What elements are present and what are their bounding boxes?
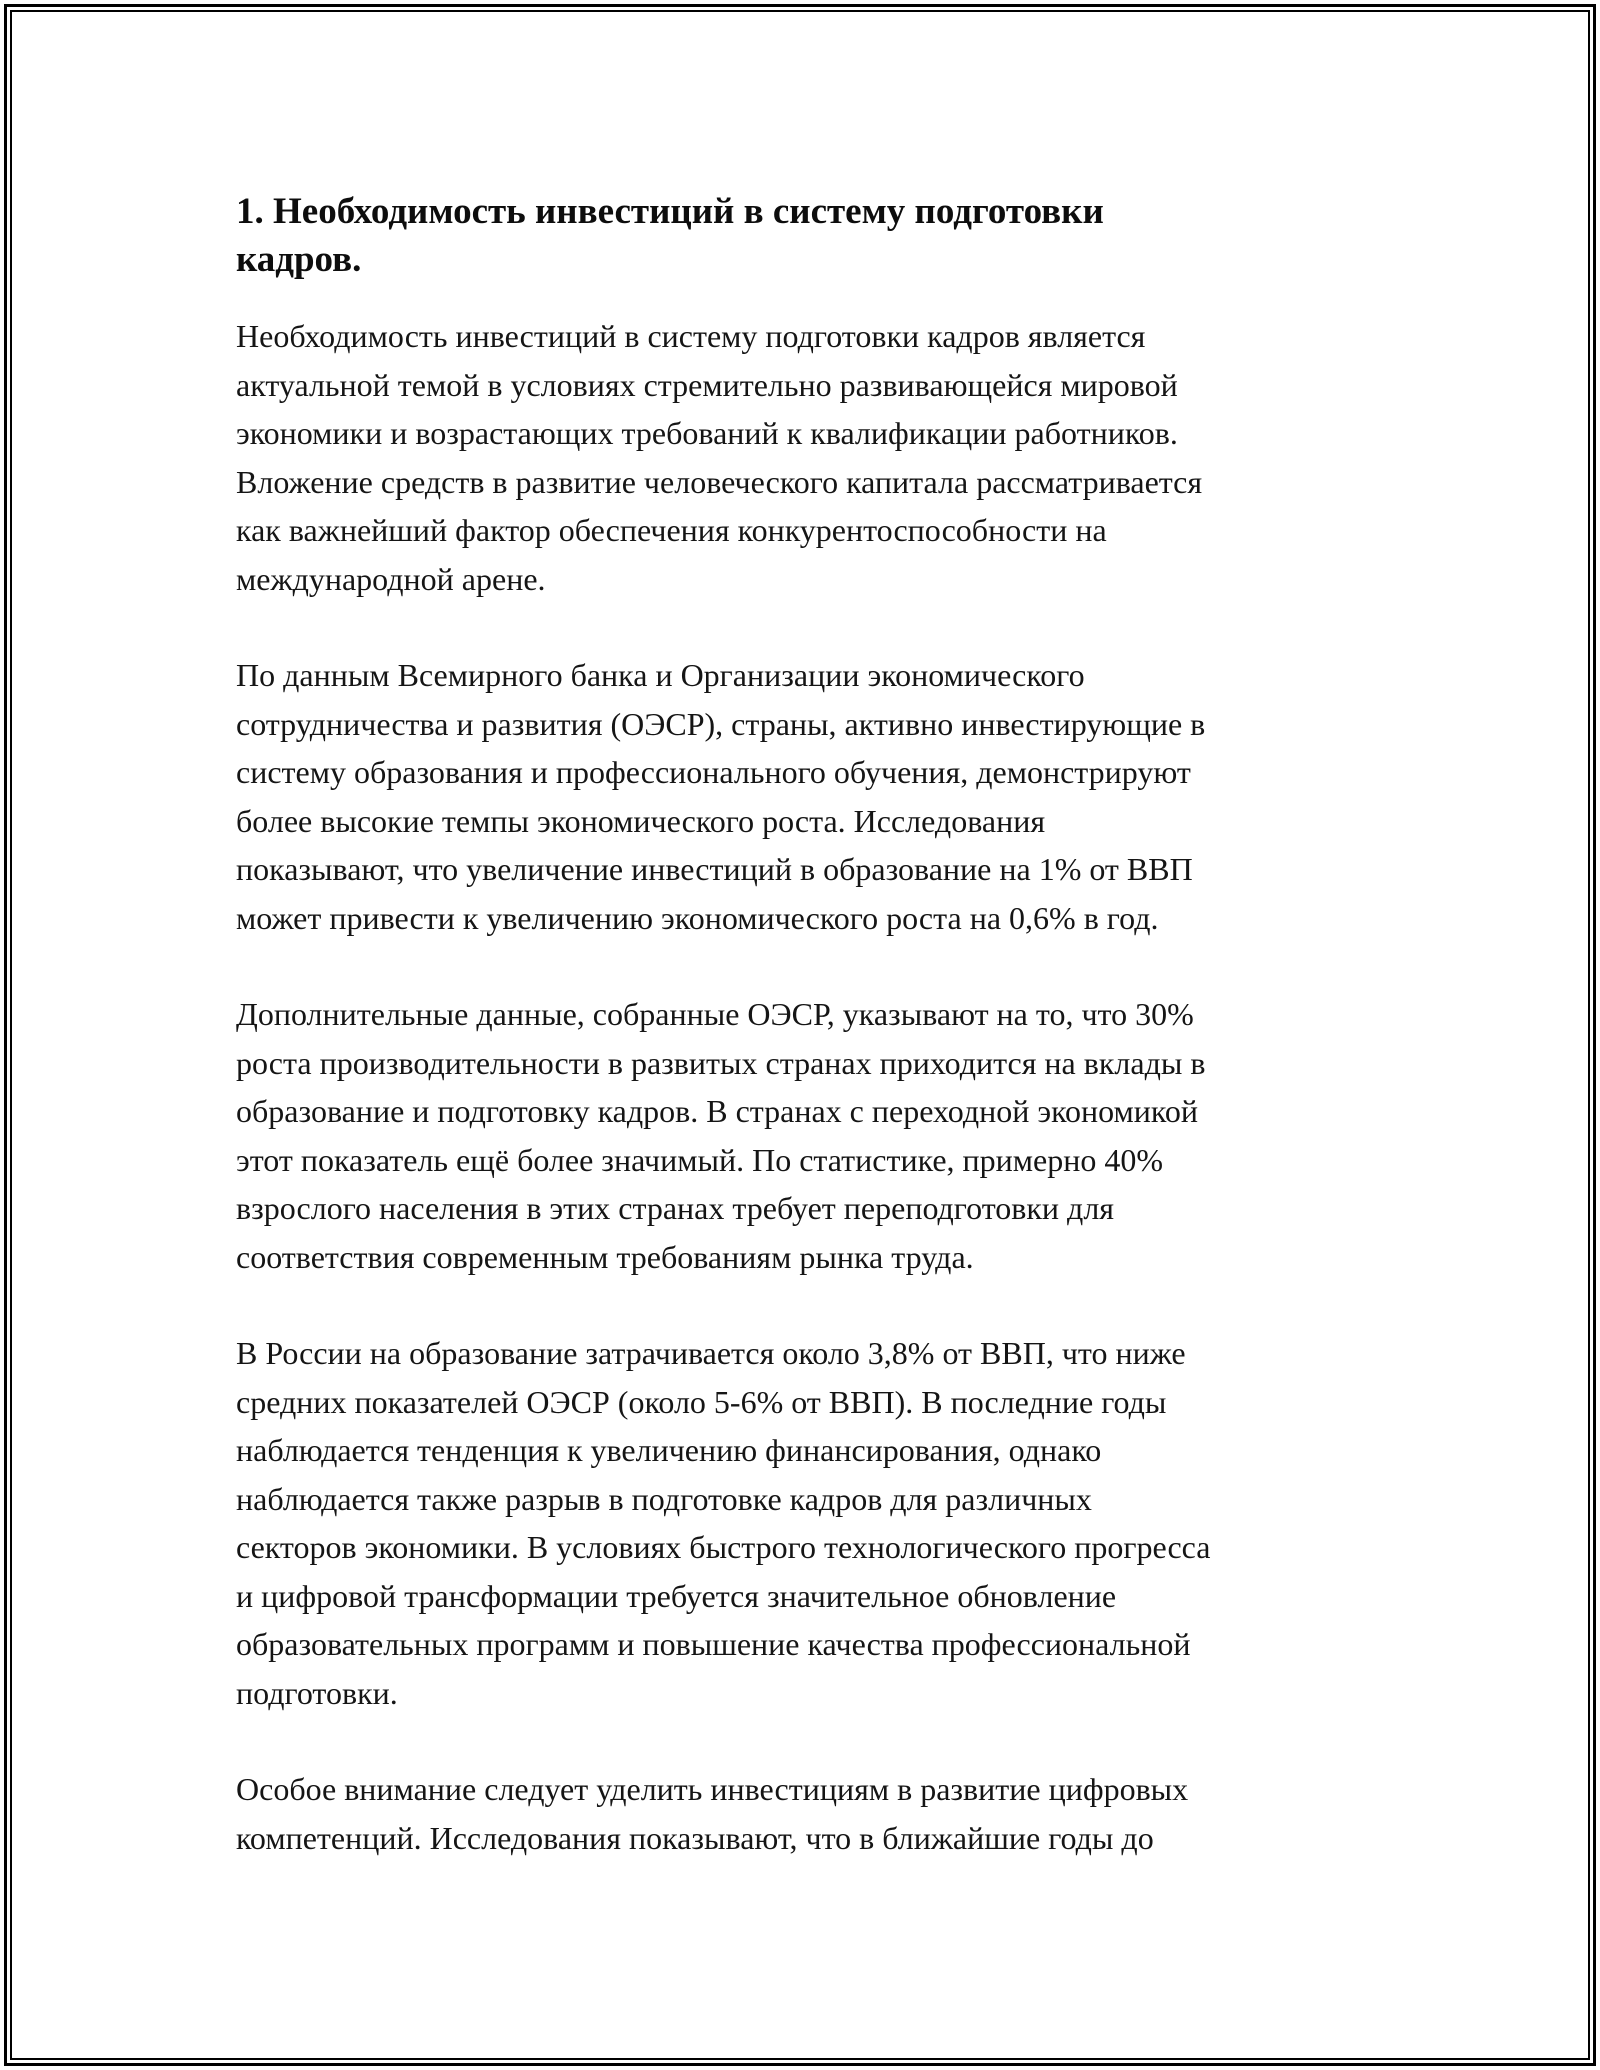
paragraph-5: Особое внимание следует уделить инвестициям в развитие цифровых компетенций. Исследования показывают, что в ближайшие годы до [236, 1771, 1189, 1856]
paragraph-2: По данным Всемирного банка и Организации экономического сотрудничества и развития (ОЭСР), страны, активно инвестирующие в систему образования и профессионального обучения, демонстрируют более высокие темпы экономического роста. Исследования показывают, что увеличение инвестиций в образование на 1% от ВВП может привести к увеличению экономического роста на 0,6% в год. [236, 657, 1206, 936]
paragraph-4: В России на образование затрачивается около 3,8% от ВВП, что ниже средних показателей ОЭСР (около 5-6% от ВВП). В последние годы наблюдается тенденция к увеличению финансирования, однако наблюдается также разрыв в подготовке кадров для различных секторов экономики. В условиях быстрого технологического прогресса и цифровой трансформации требуется значительное обновление образовательных программ и повышение качества профессиональной подготовки. [236, 1335, 1211, 1711]
section-heading: 1. Необходимость инвестиций в систему подготовки кадров. [236, 191, 1104, 280]
paragraph-1: Необходимость инвестиций в систему подготовки кадров является актуальной темой в условиях стремительно развивающейся мировой экономики и возрастающих требований к квалификации работников. Вложение средств в развитие человеческого капитала рассматривается как важнейший фактор обеспечения конкурентоспособности на международной арене. [236, 318, 1203, 597]
document-body [236, 188, 1376, 1910]
paragraph-3: Дополнительные данные, собранные ОЭСР, указывают на то, что 30% роста производительности в развитых странах приходится на вклады в образование и подготовку кадров. В странах с переходной экономикой этот показатель ещё более значимый. По статистике, примерно 40% взрослого населения в этих странах требует переподготовки для соответствия современным требованиям рынка труда. [236, 996, 1206, 1275]
